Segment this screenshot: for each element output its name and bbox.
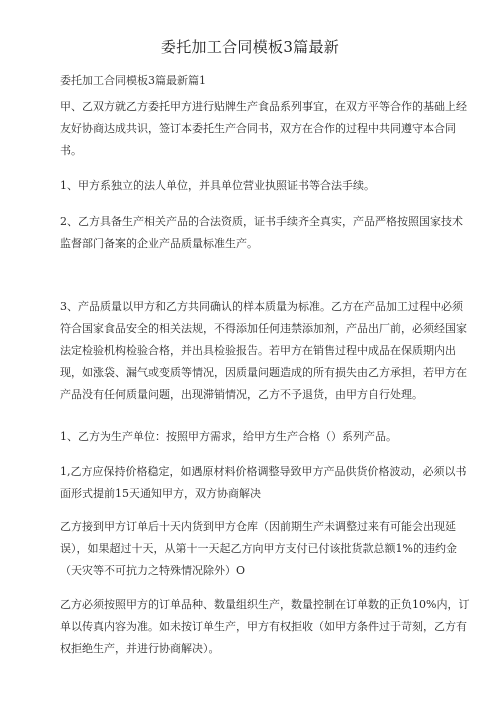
paragraph-clause-1: 1、甲方系独立的法人单位，并具单位营业执照证书等合法手续。 bbox=[60, 179, 375, 192]
paragraph-intro: 甲、乙双方就乙方委托甲方进行贴牌生产食品系列事宜，在双方平等合作的基础上经友好协商达成共识，签订本委托生产合同书，双方在合作的过程中共同遵守本合同书。 bbox=[60, 100, 467, 157]
paragraph-price-stability: 1,乙方应保持价格稳定，如遇原材料价格调整导致甲方产品供货价格波动，必须以书面形式提前15天通知甲方，双方协商解决 bbox=[60, 465, 467, 500]
paragraph-production-unit: 1、乙方为生产单位：按照甲方需求，给甲方生产合格（）系列产品。 bbox=[60, 430, 397, 443]
paragraph-delivery: 乙方接到甲方订单后十天内货到甲方仓库（因前期生产未调整过来有可能会出现延误），如果超过十天，从第十一天起乙方向甲方支付已付该批货款总额1%的违约金（天灾等不可抗力之特殊情况除外）O bbox=[60, 520, 457, 577]
paragraph-clause-2: 2、乙方具备生产相关产品的合法资质，证书手续齐全真实，产品严格按照国家技术监督部门备案的企业产品质量标准生产。 bbox=[60, 215, 463, 250]
document-title: 委托加工合同模板3篇最新 bbox=[160, 38, 340, 56]
paragraph-order-quantity: 乙方必须按照甲方的订单品种、数量组织生产，数量控制在订单数的正负10%内，订单以传真内容为准。如未按订单生产，甲方有权拒收（如甲方条件过于苛刻，乙方有权拒绝生产，并进行协商解决）。 bbox=[60, 598, 470, 655]
document-subtitle: 委托加工合同模板3篇最新篇1 bbox=[60, 74, 206, 87]
paragraph-clause-3: 3、产品质量以甲方和乙方共同确认的样本质量为标准。乙方在产品加工过程中必须符合国家食品安全的相关法规，不得添加任何违禁添加剂，产品出厂前，必须经国家法定检验机构检验合格，并出具检验报告。若甲方在销售过程中成品在保质期内出现，如涨袋、漏气或变质等情况，因质量问题造成的所有损失由乙方承担，若甲方在产品没有任何质量问题，出现滞销情况，乙方不予退货，由甲方自行处理。 bbox=[60, 300, 467, 401]
